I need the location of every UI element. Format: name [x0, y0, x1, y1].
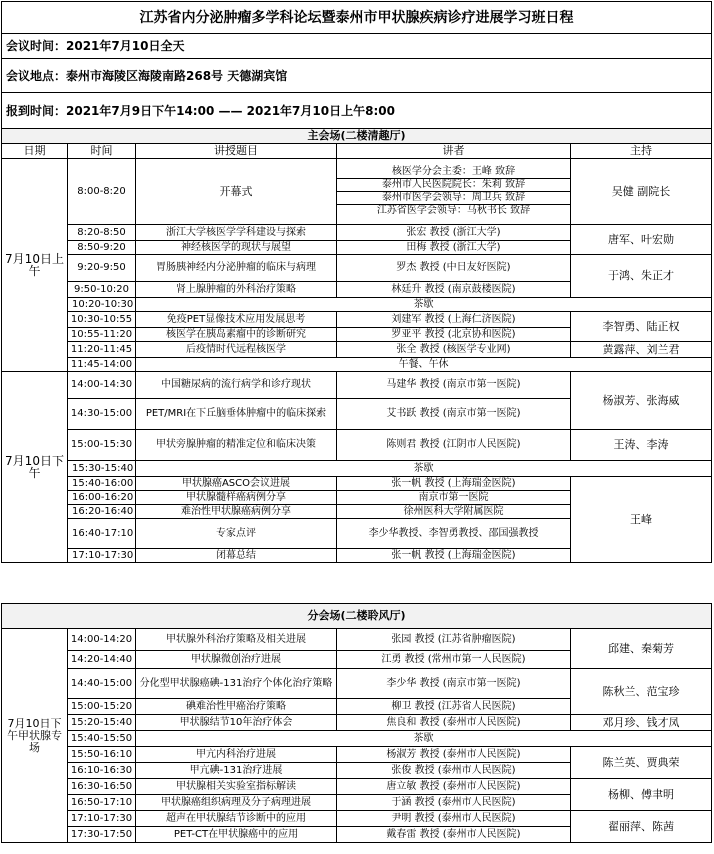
- registration-time: 报到时间：2021年7月9日下午14:00 —— 2021年7月10日上午8:00: [2, 93, 712, 129]
- topic-cell: 甲状腺微创治疗进展: [136, 651, 337, 669]
- speaker-cell: 柳卫 教授 (江苏省人民医院): [337, 699, 571, 715]
- time-cell: 16:10-16:30: [68, 763, 136, 779]
- moderator-cell: 吴健 副院长: [571, 159, 712, 225]
- speaker-cell: 张全 教授 (核医学专业网): [337, 342, 571, 358]
- topic-cell: 浙江大学核医学学科建设与探索: [136, 225, 337, 241]
- time-cell: 15:40-15:50: [68, 731, 136, 747]
- time-cell: 15:20-15:40: [68, 715, 136, 731]
- moderator-cell: 王峰: [571, 477, 712, 563]
- time-cell: 15:30-15:40: [68, 461, 136, 477]
- time-cell: 8:00-8:20: [68, 159, 136, 225]
- time-cell: 15:40-16:00: [68, 477, 136, 491]
- speaker-cell: 唐立敏 教授 (泰州市人民医院): [337, 779, 571, 795]
- time-cell: 11:20-11:45: [68, 342, 136, 358]
- time-cell: 11:45-14:00: [68, 358, 136, 372]
- page-title: 江苏省内分泌肿瘤多学科论坛暨泰州市甲状腺疾病诊疗进展学习班日程: [2, 2, 712, 34]
- speaker-cell: 张宏 教授 (浙江大学): [337, 225, 571, 241]
- speaker-cell: 尹明 教授 (泰州市人民医院): [337, 811, 571, 827]
- time-cell: 14:20-14:40: [68, 651, 136, 669]
- topic-cell: 甲状腺外科治疗策略及相关进展: [136, 629, 337, 651]
- speaker-cell: 林廷升 教授 (南京鼓楼医院): [337, 282, 571, 298]
- time-cell: 14:00-14:20: [68, 629, 136, 651]
- date-cell: 7月10日下午甲状腺专场: [2, 629, 68, 843]
- topic-cell: 甲状腺癌ASCO会议进展: [136, 477, 337, 491]
- topic-cell: 甲状旁腺肿瘤的精准定位和临床决策: [136, 430, 337, 461]
- moderator-cell: 黄露萍、刘兰君: [571, 342, 712, 358]
- time-cell: 10:55-11:20: [68, 328, 136, 342]
- moderator-cell: 陈秋兰、范宝珍: [571, 669, 712, 715]
- speaker-cell: 张一帆 教授 (上海瑞金医院): [337, 549, 571, 563]
- speaker-list: [337, 159, 571, 225]
- topic-cell: 分化型甲状腺癌碘-131治疗个体化治疗策略: [136, 669, 337, 699]
- moderator-cell: 邓月珍、钱才凤: [571, 715, 712, 731]
- speaker-cell: 李少华教授、李智勇教授、邵国强教授: [337, 519, 571, 549]
- moderator-cell: 李智勇、陆正权: [571, 312, 712, 342]
- topic-cell: 甲亢碘-131治疗进展: [136, 763, 337, 779]
- col-date: 日期: [2, 144, 68, 159]
- topic-cell: PET/MRI在下丘脑垂体肿瘤中的临床探索: [136, 399, 337, 430]
- topic-cell: 碘难治性甲癌治疗策略: [136, 699, 337, 715]
- topic-cell: 超声在甲状腺结节诊断中的应用: [136, 811, 337, 827]
- speaker-cell: 泰州市医学会领导：周卫兵 致辞: [337, 192, 570, 205]
- speaker-cell: 南京市第一医院: [337, 491, 571, 505]
- speaker-cell: 江苏省医学会领导：马秋书长 致辞: [376, 205, 531, 216]
- sub-venue-header: 分会场(二楼聆风厅): [2, 604, 712, 629]
- time-cell: 17:30-17:50: [68, 827, 136, 843]
- time-cell: 8:50-9:20: [68, 241, 136, 255]
- speaker-cell: 焦良和 教授 (泰州市人民医院): [337, 715, 571, 731]
- topic-cell: PET-CT在甲状腺癌中的应用: [136, 827, 337, 843]
- speaker-cell: 张一帆 教授 (上海瑞金医院): [337, 477, 571, 491]
- speaker-cell: 泰州市人民医院院长：朱莉 致辞: [337, 179, 570, 192]
- speaker-cell: 徐州医科大学附属医院: [337, 505, 571, 519]
- time-cell: 9:20-9:50: [68, 255, 136, 282]
- time-cell: 16:30-16:50: [68, 779, 136, 795]
- moderator-cell: 王涛、李涛: [571, 430, 712, 461]
- moderator-cell: 陈兰英、贾典荣: [571, 747, 712, 779]
- time-cell: 15:50-16:10: [68, 747, 136, 763]
- time-cell: 17:10-17:30: [68, 549, 136, 563]
- speaker-cell: 杨淑芳 教授 (泰州市人民医院): [337, 747, 571, 763]
- break-cell: 茶歇: [136, 461, 712, 477]
- moderator-cell: 杨淑芳、张海威: [571, 372, 712, 430]
- topic-cell: 甲状腺癌组织病理及分子病理进展: [136, 795, 337, 811]
- time-cell: 14:30-15:00: [68, 399, 136, 430]
- topic-cell: 甲状腺结节10年治疗体会: [136, 715, 337, 731]
- topic-cell: 开幕式: [136, 159, 337, 225]
- speaker-cell: 核医学分会主委：王峰 致辞: [337, 166, 570, 179]
- break-cell: 茶歇: [136, 731, 712, 747]
- time-cell: 10:30-10:55: [68, 312, 136, 328]
- moderator-cell: 邱建、秦菊芳: [571, 629, 712, 669]
- speaker-cell: 于涵 教授 (泰州市人民医院): [337, 795, 571, 811]
- speaker-cell: 张园 教授 (江苏省肿瘤医院): [337, 629, 571, 651]
- time-cell: 14:00-14:30: [68, 372, 136, 399]
- time-cell: 15:00-15:30: [68, 430, 136, 461]
- speaker-cell: 罗亚平 教授 (北京协和医院): [337, 328, 571, 342]
- main-venue-header: 主会场(二楼清趣厅): [2, 129, 712, 144]
- speaker-cell: 艾书跃 教授 (南京市第一医院): [337, 399, 571, 430]
- moderator-cell: 翟丽萍、陈茜: [571, 811, 712, 843]
- sub-schedule-table: [1, 603, 712, 843]
- topic-cell: 肾上腺肿瘤的外科治疗策略: [136, 282, 337, 298]
- topic-cell: 胃肠胰神经内分泌肿瘤的临床与病理: [136, 255, 337, 282]
- topic-cell: 神经核医学的现状与展望: [136, 241, 337, 255]
- speaker-cell: 刘建军 教授 (上海仁济医院): [337, 312, 571, 328]
- topic-cell: 专家点评: [136, 519, 337, 549]
- speaker-cell: 田梅 教授 (浙江大学): [337, 241, 571, 255]
- topic-cell: 甲亢内科治疗进展: [136, 747, 337, 763]
- topic-cell: 后疫情时代远程核医学: [136, 342, 337, 358]
- topic-cell: 免疫PET显像技术应用发展思考: [136, 312, 337, 328]
- meeting-place: 会议地点：泰州市海陵区海陵南路268号 天德湖宾馆: [2, 59, 712, 93]
- time-cell: 10:20-10:30: [68, 298, 136, 312]
- break-cell: 茶歇: [136, 298, 712, 312]
- col-time: 时间: [68, 144, 136, 159]
- col-moderator: 主持: [571, 144, 712, 159]
- time-cell: 16:40-17:10: [68, 519, 136, 549]
- speaker-cell: 戴春雷 教授 (泰州市人民医院): [337, 827, 571, 843]
- topic-cell: 核医学在胰岛素瘤中的诊断研究: [136, 328, 337, 342]
- col-speaker: 讲者: [337, 144, 571, 159]
- time-cell: 8:20-8:50: [68, 225, 136, 241]
- time-cell: 9:50-10:20: [68, 282, 136, 298]
- moderator-cell: 唐军、叶宏勋: [571, 225, 712, 255]
- speaker-cell: 罗杰 教授 (中日友好医院): [337, 255, 571, 282]
- col-topic: 讲授题目: [136, 144, 337, 159]
- moderator-cell: 杨柳、傅聿明: [571, 779, 712, 811]
- speaker-cell: 马建华 教授 (南京市第一医院): [337, 372, 571, 399]
- topic-cell: 甲状腺相关实验室指标解读: [136, 779, 337, 795]
- speaker-cell: 李少华 教授 (南京市第一医院): [337, 669, 571, 699]
- main-schedule-table: [1, 1, 712, 563]
- topic-cell: 中国糖尿病的流行病学和诊疗现状: [136, 372, 337, 399]
- moderator-cell: 于鸿、朱正才: [571, 255, 712, 298]
- speaker-cell: 江勇 教授 (常州市第一人民医院): [337, 651, 571, 669]
- speaker-cell: 陈则君 教授 (江阴市人民医院): [337, 430, 571, 461]
- time-cell: 14:40-15:00: [68, 669, 136, 699]
- topic-cell: 甲状腺髓样癌病例分享: [136, 491, 337, 505]
- time-cell: 16:20-16:40: [68, 505, 136, 519]
- time-cell: 16:50-17:10: [68, 795, 136, 811]
- speaker-cell: 张俊 教授 (泰州市人民医院): [337, 763, 571, 779]
- topic-cell: 闭幕总结: [136, 549, 337, 563]
- break-cell: 午餐、午休: [136, 358, 712, 372]
- date-cell: 7月10日下午: [2, 372, 68, 563]
- meeting-time: 会议时间：2021年7月10日全天: [2, 34, 712, 59]
- date-cell: 7月10日上午: [2, 159, 68, 372]
- topic-cell: 难治性甲状腺癌病例分享: [136, 505, 337, 519]
- time-cell: 17:10-17:30: [68, 811, 136, 827]
- time-cell: 15:00-15:20: [68, 699, 136, 715]
- time-cell: 16:00-16:20: [68, 491, 136, 505]
